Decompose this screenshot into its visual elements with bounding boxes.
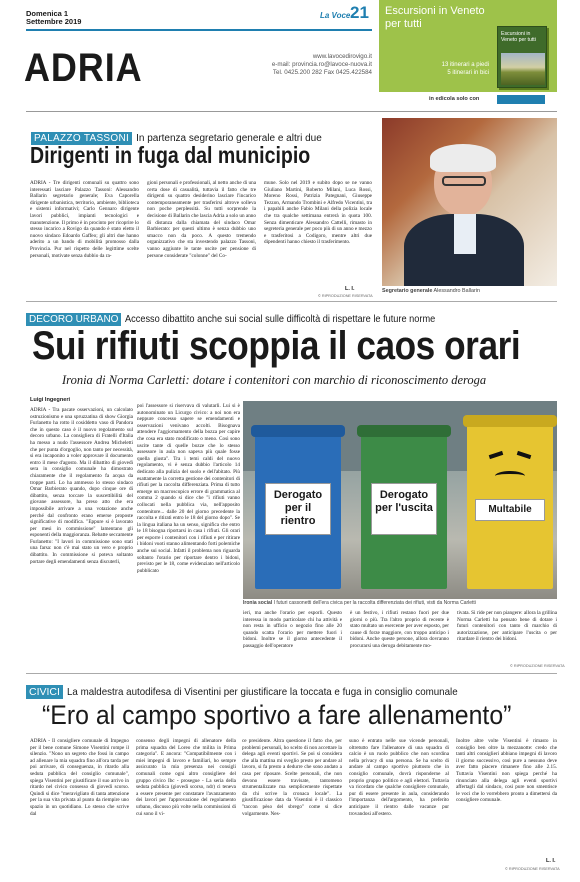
bin-green-lid: [357, 425, 451, 437]
bin-yellow-label: Multabile: [488, 504, 532, 515]
bin-blue: [255, 431, 341, 589]
article1-photo-caption: [382, 288, 480, 294]
ad-line-2: 5 itinerari in bici: [447, 70, 489, 76]
article2-reserved: © RIPRODUZIONE RISERVATA: [510, 664, 565, 668]
bin-green-label: Derogato per l'uscita: [375, 489, 433, 514]
article2-photo: [243, 401, 557, 599]
header-month: Settembre 2019: [26, 17, 82, 26]
ad-footer-logo: [497, 95, 545, 104]
ad-footer-text: in edicola solo con: [429, 96, 480, 102]
article1-col3: mune. Solo nel 2019 e subito dopo se ne vanno Giuliano Martini, Roberto Milani, Luca Rossi, Moreno Rossi, Patrizia Pategnani, Giuseppe Tezzon, Armando Trombini e Alfredo Vicentini, tra i papabili anche Fabio Milani della polizia locale che tra qualche settimana entrerà in quota 100. Senza dimenticare Alessandro Cattelli, rimasto in segreteria generale per poco più di un anno e mezzo e trasferitosi a Codigoro, mentre altri due dipendenti hanno chiesto il trasferimento.: [264, 180, 372, 246]
article3-reserved: © RIPRODUZIONE RISERVATA: [505, 867, 560, 871]
bin-yellow-face: [483, 443, 537, 483]
contact-box: [238, 53, 372, 76]
article2-col5: tivata. Si ride per non piangere: allora la grillina Norma Carletti ha pensato bene di dotare i futuri contenitori con tanto di marchio di autorizzazione, per anticipare l'uscita o per ritardare il rientro dei bidoni.: [457, 610, 557, 643]
advert-excursions[interactable]: [379, 0, 557, 108]
contact-web[interactable]: www.lavocedirovigo.it: [312, 53, 372, 60]
bin-yellow-label-box: [475, 499, 545, 521]
ad-book-title: Escursioni in Veneto per tutti: [501, 31, 536, 43]
article1-signature: L. I.: [345, 286, 355, 292]
page-number: 21: [350, 3, 369, 22]
article3-col3: ce presidente. Altra questione il fatto che, per problemi personali, ho scelto di non accettare la delega agli eventi sportivi. Se poi si considera che alla mattina mi sveglio presto per andare al lavoro, si fa presto a dedurre che sono andato a casa per riposare. Scelte personali, che non devono essere travisate, tantomeno strumentalizzate ma semplicemente rispettate da chi scrive la cronaca locale". La giustificazione data da Visentini è il classico "taccon pèso del sbrego" come si dice volgarmente. Nes-: [242, 738, 342, 817]
contact-email[interactable]: e-mail: provincia.ro@lavoce-nuova.it: [271, 60, 372, 68]
photo-portrait-hair: [430, 144, 496, 172]
ad-title-2: per tutti: [385, 18, 422, 30]
article2-photo-caption: [243, 600, 557, 606]
article1-kicker-rest: In partenza segretario generale e altri due: [136, 133, 322, 144]
ad-line-1: 13 itinerari a piedi: [441, 62, 489, 68]
bin-blue-label: Derogato per il rientro: [273, 489, 323, 527]
article1-col1: ADRIA - Tre dirigenti comunali su quattro sono interessati lasciare Palazzo Tassoni: Alessandro Ballarin segretario generale; Eva Caporella dirigente urbanistica, territorio, ambiente, biblioteca e sistemi informativi; Carlo Gennaro dirigente lavori pubblici, impianti tecnologici e manutenzione. Il primo è in procinto per ricoprire lo stesso incarico a Rovigo da quando è stato eletto il nuovo sindaco Edoardo Gaffeo; gli altri due hanno aderito a un bando di mobilità promosso dalla Provincia. Pur nel rispetto delle legittime scelte personali, motivate senza dubbio da ra-: [30, 180, 139, 259]
article2-col1: ADRIA - Tra pacate osservazioni, un calcolato ostruzionismo e una spruzzatina di show Giorgia Furlanetto ha rotto il cosiddetto vaso di Pandora che in questo caso è il nuovo regolamento sul decoro urbano. La consigliera di Fratelli d'Italia ha messo a nudo l'assessore Andrea Micheletti che per punta d'orgoglio, non tanto per necessità, si era incaponito a voler approvare il documento entro il mese d'agosto. Ma il dibattito di giovedì sera in consiglio comunale ha dimostrato chiaramente che il regolamento fa acqua da troppe parti. Lo ha ammesso lo stesso sindaco Omar Barbierato quando, dopo cinque ore di dibattito, senza toccare la suscettibilità del giovane assessore, ha preso atto che era impossibile arrivare a una votazione anche perché dal confronto erano emerse proposte significative di modifica. "Eppure si è lavorato per mesi in commissione" lamentano gli esponenti della maggioranza. Rebatte seccamente Furlanetto: "I lavori in commissione sono stati una farsa: non c'è mai stato un vero e proprio dibattito. In commissione si poteva soltanto portare degli emendamenti senza discuterli,: [30, 407, 133, 565]
article2-headline: Sui rifiuti scoppia il caos orari: [32, 324, 521, 368]
article1-reserved: © RIPRODUZIONE RISERVATA: [318, 294, 373, 298]
article2-byline: Luigi Ingegneri: [30, 397, 71, 403]
article2-col3: ieri, ma anche l'orario per esporli. Questo interessa in modo particolare chi ha attività e non resta in ufficio o negozio fino alle 20 quando scatta l'orario per mettere fuori i bidoni. Inoltre se il giorno antecedente il passaggio dell'operatore: [243, 610, 342, 649]
ad-footer-bar: [379, 92, 557, 108]
ad-title-1: Escursioni in Veneto: [385, 5, 485, 17]
article3-col4: suno è entrato nelle sue vicende personali, oltretutto fare l'allenatore di una squadra di calcio è un ruolo pubblico che non scordina nella privacy di una persona. Se ha scelto di andare al campo sportivo piuttosto che in consiglio comunale, dovrà risponderne al proprio gruppo politico e agli elettori. Tuttavia va ricordato che qualche consigliere comunale, pur di essere presente in aula, considerando l'importanza dell'argomento, ha preferito anticipare il rientro dalle vacanze pur trovandosi all'estero.: [349, 738, 449, 817]
bin-yellow: [467, 421, 553, 589]
article2-kicker-rest: Accesso dibattito anche sui social sulle difficoltà di rispettare le future norme: [125, 314, 436, 325]
article3-col2: consenso degli impegni di allenatore della prima squadra del Loreo che milita in Prima categoria". E ancora: "Compatibilmente con i miei impegni di lavoro e familiari, ho sempre assicurato la mia presenza nei consigli comunali come ogni altro consigliere del gruppo civico Ibc - prosegue - La seria della seduta pubblica (giovedì scorso, ndr) ci teneva a essere presente per constatare l'avanzamento dei lavori per l'approvazione del regolamento urbano, discusso più volte nella commissioni di cui sono il vi-: [136, 738, 236, 817]
ad-book-image: [501, 53, 545, 85]
article1-photo: [382, 118, 557, 286]
header-date: [26, 10, 81, 26]
article2-col4: è un festivo, i rifiuti restano fuori per due giorni o più. Tra l'altro proprio di recente è stato multato un esercente per aver esposto, per cause di forze maggiore, con troppo anticipo i bidoni. Anche queste persone, allora dovranno procurarsi una deroga debitamente mo-: [350, 610, 449, 649]
ad-book-cover: [497, 26, 547, 88]
photo-portrait-glasses: [442, 176, 486, 186]
photo-portrait-shirt: [454, 214, 476, 254]
article1-headline: Dirigenti in fuga dal municipio: [30, 142, 311, 168]
bin-green-label-box: [371, 483, 437, 535]
face-mouth: [495, 471, 525, 481]
article1-photo-caption-name: Alessandro Ballarin: [433, 288, 480, 294]
face-eye-right: [517, 451, 532, 459]
article3-kicker-tag: CIVICI: [26, 685, 63, 699]
article2-photo-caption-text: I futuri cassonetti dell'era civica per la raccolta differenziata dei rifiuti, visti da Norma Carletti: [273, 600, 476, 606]
bin-blue-label-box: [265, 483, 331, 535]
bin-yellow-lid: [463, 415, 557, 427]
article2-bottom-rule: [26, 673, 557, 674]
article2-photo-caption-label: Ironia social: [243, 600, 273, 606]
article3-signature: L. I.: [546, 858, 556, 864]
section-title: ADRIA: [24, 46, 143, 90]
article3-kicker-rest: La maldestra autodifesa di Visentini per giustificare la toccata e fuga in consiglio comunale: [66, 686, 458, 698]
header-top-rule: [26, 29, 372, 31]
article2-kicker-tag: DECORO URBANO: [26, 313, 121, 326]
bin-blue-lid: [251, 425, 345, 437]
article1-bottom-rule: [26, 301, 557, 302]
article3-kicker: [26, 682, 487, 700]
article1-photo-caption-label: Segretario generale: [382, 288, 433, 294]
face-eye-left: [489, 451, 504, 459]
paper-name: La Voce: [320, 11, 351, 20]
article2-col2: poi l'assessore si riservava di valutarli. Lui si è autonominato un Licurgo civico: a noi non era neppure concesso sapere se emendamenti e osservazioni venivano accolti. Bisognava attendere l'aggiornamento della bozza per capire che cosa era stato modificato o meno. Così sono uscite tante di quelle bozze che lo stesso assessore in aula non sapeva più quale fosse quella giusta". Tra i temi caldi del nuovo regolamento, vi è senza dubbio l'articolo 14 dedicato alla pulizia del suolo e dell'abitato. Più esattamente la corretta gestione dei contenitori di rifiuti per la raccolta differenziata. Prima di tutto emerge un macroscopico errore di grammatica al comma 2 quando si dice che "i rifiuti vanno collocati nella pubblica via, nell'apposito contenitore... dalle 20 del giorno precedente la raccolta e ritirati entro le 18 del giorno dopo". Se la lingua italiana ha un senso, significa che entro le 18 bisogna riportarsi in casa i rifiuti. Gli orari per esporre i contenitori con i rifiuti e per ritirare i bidoni vuoti stanno alimentando forti polemiche anche sui social. Infatti il problema non riguarda soltanto l'orario per riportare dentro i bidoni, previsto per le 18, come evidenziato nell'articolo pubblicato: [137, 403, 240, 574]
article1-col2: gioni personali e professionali, al netto anche di una certa dose di casualità, tuttavia il fatto che tre dirigenti su quattro desiderino lasciare l'incarico contemporaneamente per trasferirsi altrove solleva non poche perplessità. Su tutti sorprende la decisione di Ballarin che lascia Adria a solo un anno di distanza dalla chiamata del sindaco Omar Barbierato: per questi ultimo è senza dubbio uno smacco non da poco. A questo tremendo organizzativo che sta investendo palazzo Tassoni, vanno aggiunte le tante uscite per pensione di persone considerate "colonne" del Co-: [147, 180, 256, 259]
article3-col1: ADRIA - Il consigliere comunale di Impegno per il bene comune Simone Visentini rompe il silenzio. "Nono un segreto che fossi in campo ad allenare la mia squadra fino all'ora tarda per poi arrivare, di conseguenza, in ritardo alla seduta pubblica del consiglio comunale", spiega Visentini per giustificare il suo arrivo in ritardo nel civico consesso di giovedì scorso. Quindi si dice "meravigliato di tanta attenzione per la sua vita privata al punto da riempire uno spazio in un quotidiano. Lo stesso che scrive dal: [30, 738, 129, 817]
article3-col5: Inoltre altre volte Visentini è rimasto in consiglio ben oltre la mezzanotte: credo che tanti altri consiglieri abbiano impegni di lavoro il giorno successivo, così pure a nessuno deve aver fatto piacere rimanere fino alle 2.15. Tuttavia Visentini non spiega perché ha rinunciato alla delega agli eventi sportivi affertagli dal sindaco, così pure non smentisce le voci che lo vorrebbero pronto a dimettersi da consigliere comunale.: [456, 738, 557, 804]
article3-headline: “Ero al campo sportivo a fare allenamento”: [42, 700, 512, 730]
article2-subhead: Ironia di Norma Carletti: dotare i contenitori con marchio di riconoscimento deroga: [62, 373, 487, 387]
contact-phone: Tel. 0425.200 282 Fax 0425.422584: [272, 68, 372, 76]
header-day: Domenica 1: [26, 9, 69, 18]
bin-green: [361, 431, 447, 589]
article1-kicker-tag: PALAZZO TASSONI: [31, 132, 132, 145]
header-bottom-rule: [26, 111, 557, 112]
